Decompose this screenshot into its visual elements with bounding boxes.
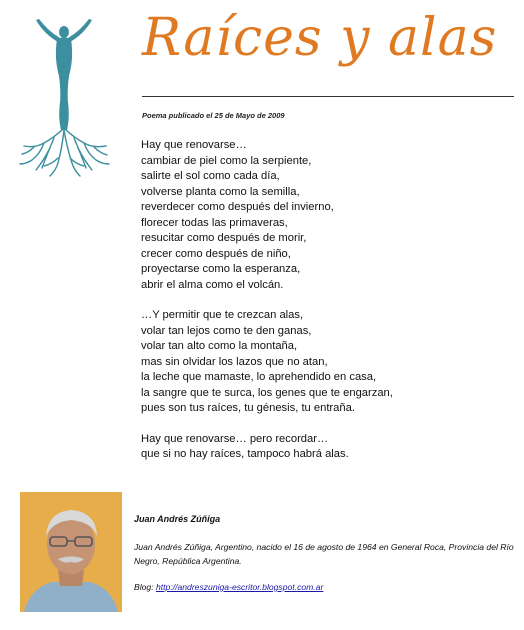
stanza-1 (141, 138, 511, 293)
poem-line: la leche que mamaste, lo aprehendido en casa, (141, 371, 377, 383)
tree-figure-icon (14, 18, 114, 178)
poem-line: mas sin olvidar los lazos que no atan, (141, 355, 328, 368)
title-divider (142, 96, 514, 97)
author-name: Juan Andrés Zúñiga (134, 514, 221, 524)
publication-date: Poema publicado el 25 de Mayo de 2009 (142, 111, 285, 120)
stanza-2 (141, 308, 511, 417)
poem-line: proyectarse como la esperanza, (141, 263, 301, 275)
author-photo (20, 492, 122, 612)
blog-link[interactable]: http://andreszuniga-escritor.blogspot.com.ar (155, 582, 324, 592)
poem-line: que si no hay raíces, tampoco habrá alas. (141, 448, 349, 460)
poem-line: volar tan lejos como te den ganas, (141, 324, 312, 337)
blog-label: Blog: (134, 582, 156, 592)
poem-line: salirte el sol como cada día, (141, 170, 280, 182)
poem-line: volar tan alto como la montaña, (141, 340, 298, 352)
poem-line: Hay que renovarse… pero recordar… (141, 432, 329, 445)
poem-line: crecer como después de niño, (141, 247, 291, 260)
poem-line: cambiar de piel como la serpiente, (141, 154, 312, 167)
page-title: Raíces y alas (142, 8, 498, 68)
blog-line (134, 582, 323, 592)
poem-line: volverse planta como la semilla, (141, 185, 300, 198)
poem-line: la sangre que te surca, los genes que te engarzan, (141, 386, 393, 399)
poem-line: abrir el alma como el volcán. (141, 278, 284, 291)
poem-line: reverdecer como después del invierno, (141, 201, 334, 213)
poem-body (141, 138, 511, 478)
author-bio: Juan Andrés Zúñiga, Argentino, nacido el 16 de agosto de 1964 en General Roca, Provincia del Río Negro, República Argentina. (134, 542, 514, 566)
poem-line: florecer todas las primaveras, (141, 216, 288, 229)
poem-line: resucitar como después de morir, (141, 232, 307, 244)
poem-line: …Y permitir que te crezcan alas, (141, 309, 304, 321)
poem-line: Hay que renovarse… (141, 139, 247, 151)
stanza-3 (141, 432, 511, 463)
poem-line: pues son tus raíces, tu génesis, tu entraña. (141, 402, 355, 414)
